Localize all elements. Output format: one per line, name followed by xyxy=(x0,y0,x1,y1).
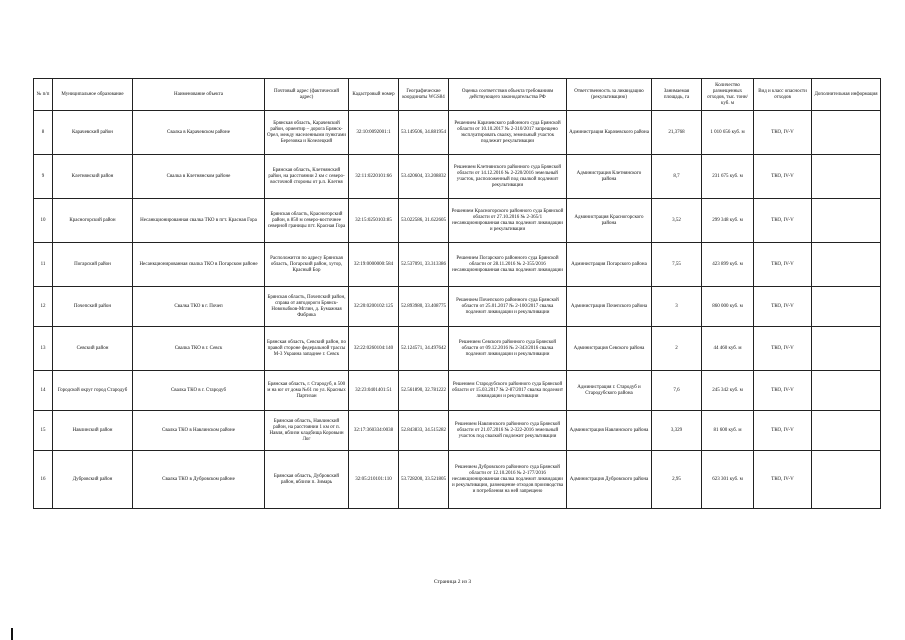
coordinates-cell: 53.420604, 33.208832 xyxy=(399,155,449,199)
additional-info-cell xyxy=(812,199,881,243)
row-number: 13 xyxy=(34,327,53,371)
waste-class-cell: ТКО, IV-V xyxy=(754,111,812,155)
cadastral-number-cell: 32:23:0401401:51 xyxy=(349,371,399,411)
responsible-party-cell: Администрация Погарского района xyxy=(567,243,652,287)
additional-info-cell xyxy=(812,243,881,287)
municipality-cell: Городской округ город Стародуб xyxy=(53,371,133,411)
waste-amount-cell: 81 600 куб. м xyxy=(702,411,754,451)
cadastral-number-cell: 32:20:0200102:125 xyxy=(349,287,399,327)
cadastral-number-cell: 32:22:0260104:140 xyxy=(349,327,399,371)
address-cell: Брянская область, г. Стародуб, в 500 м на юг от дома №61 по ул. Красных Партизан xyxy=(265,371,349,411)
waste-amount-cell: 299 348 куб. м xyxy=(702,199,754,243)
additional-info-cell xyxy=(812,327,881,371)
coordinates-cell: 52.843833, 34.515282 xyxy=(399,411,449,451)
address-cell: Брянская область, Навлинский район, на расстоянии 1 км от п. Навля, вблизи кладбища Коровьин Лог xyxy=(265,411,349,451)
additional-info-cell xyxy=(812,451,881,509)
municipality-cell: Красногорский район xyxy=(53,199,133,243)
waste-class-cell: ТКО, IV-V xyxy=(754,155,812,199)
waste-amount-cell: 623 301 куб. м xyxy=(702,451,754,509)
area-cell: 3,52 xyxy=(652,199,702,243)
area-cell: 2,95 xyxy=(652,451,702,509)
municipality-cell: Севский район xyxy=(53,327,133,371)
area-cell: 3,329 xyxy=(652,411,702,451)
cadastral-number-cell: 32:05:210101:110 xyxy=(349,451,399,509)
address-cell: Брянская область, Севский район, по правой стороне федеральной трассы М-3 Украина западнее г. Севск xyxy=(265,327,349,371)
waste-class-cell: ТКО, IV-V xyxy=(754,451,812,509)
column-header: Дополнительная информация xyxy=(812,79,881,111)
row-number: 16 xyxy=(34,451,53,509)
table-row xyxy=(34,451,881,509)
table-row xyxy=(34,287,881,327)
waste-class-cell: ТКО, IV-V xyxy=(754,411,812,451)
scan-edge-mark xyxy=(11,628,13,640)
area-cell: 21,3768 xyxy=(652,111,702,155)
table-row xyxy=(34,411,881,451)
responsible-party-cell: Администрация Навлинского района xyxy=(567,411,652,451)
waste-amount-cell: 1 010 656 куб. м xyxy=(702,111,754,155)
column-header: Почтовый адрес (фактический адрес) xyxy=(265,79,349,111)
responsible-party-cell: Администрация г. Стародуб и Стародубского района xyxy=(567,371,652,411)
object-name-cell: Несанкционированная свалка ТКО в пгт. Красная Гора xyxy=(133,199,265,243)
coordinates-cell: 52.537091, 33.313386 xyxy=(399,243,449,287)
object-name-cell: Свалка ТКО в г. Севск xyxy=(133,327,265,371)
waste-amount-cell: 423 899 куб. м xyxy=(702,243,754,287)
row-number: 11 xyxy=(34,243,53,287)
compliance-cell: Решением Стародубского районного суда Брянской области от 15.03.2017 № 2-87/2017 свалка подлежит ликвидации и рекультивации xyxy=(449,371,567,411)
municipality-cell: Погарский район xyxy=(53,243,133,287)
additional-info-cell xyxy=(812,287,881,327)
waste-class-cell: ТКО, IV-V xyxy=(754,371,812,411)
compliance-cell: Решением Клетнянского районного суда Брянской области от 14.12.2016 № 2-220/2016 земельный участок, расположенный под свалкой подлежит рекультивации xyxy=(449,155,567,199)
additional-info-cell xyxy=(812,155,881,199)
row-number: 15 xyxy=(34,411,53,451)
municipality-cell: Карачевский район xyxy=(53,111,133,155)
column-header: Занимаемая площадь, га xyxy=(652,79,702,111)
compliance-cell: Решением Почепского районного суда Брянской области от 25.01.2017 № 2-100/2017 свалка подлежит ликвидации и рекультивации xyxy=(449,287,567,327)
address-cell: Брянская область, Клетнянский район, на расстоянии 2 км с северо-восточной стороны от р.п. Клетня xyxy=(265,155,349,199)
compliance-cell: Решением Дубровского районного суда Брянской области от 12.10.2016 № 2-177/2016 несанкционированная свалка подлежит ликвидации и рекультивации, размещение отходов производства и потребления на ней запрещено xyxy=(449,451,567,509)
column-header: Ответственность за ликвидацию (рекультивацию) xyxy=(567,79,652,111)
column-header: Количество размещенных отходов, тыс. тонн/куб. м xyxy=(702,79,754,111)
row-number: 9 xyxy=(34,155,53,199)
column-header: Оценка соответствия объекта требованиям действующего законодательства РФ xyxy=(449,79,567,111)
waste-class-cell: ТКО, IV-V xyxy=(754,287,812,327)
row-number: 8 xyxy=(34,111,53,155)
municipality-cell: Навлинский район xyxy=(53,411,133,451)
responsible-party-cell: Администрация Севского района xyxy=(567,327,652,371)
coordinates-cell: 53.022586, 31.622605 xyxy=(399,199,449,243)
coordinates-cell: 52.893980, 33.408775 xyxy=(399,287,449,327)
area-cell: 2 xyxy=(652,327,702,371)
responsible-party-cell: Администрация Карачевского района xyxy=(567,111,652,155)
cadastral-number-cell: 32:19:0000000:584 xyxy=(349,243,399,287)
coordinates-cell: 53.728200, 33.521805 xyxy=(399,451,449,509)
column-header: Кадастровый номер xyxy=(349,79,399,111)
waste-amount-cell: 245 342 куб. м xyxy=(702,371,754,411)
compliance-cell: Решением Карачевского районного суда Брянской области от 10.10.2017 № 2-310/2017 запрещено эксплуатировать свалку, земельный участок подлежит рекультивации xyxy=(449,111,567,155)
object-name-cell: Свалка в Клетнянском районе xyxy=(133,155,265,199)
table-header xyxy=(34,79,881,111)
compliance-cell: Решением Красногорского районного суда Брянской области от 27.10.2016 № 2-365/1 несанкционированная свалка подлежит ликвидации и рекультивации xyxy=(449,199,567,243)
municipality-cell: Клетнянский район xyxy=(53,155,133,199)
column-header: Географические координаты WGS84 xyxy=(399,79,449,111)
responsible-party-cell: Администрация Почепского района xyxy=(567,287,652,327)
column-header: Вид и класс опасности отходов xyxy=(754,79,812,111)
object-name-cell: Свалка ТКО в Навлинском районе xyxy=(133,411,265,451)
waste-class-cell: ТКО, IV-V xyxy=(754,199,812,243)
object-name-cell: Свалка ТКО в г. Почеп xyxy=(133,287,265,327)
landfill-registry-table xyxy=(33,78,881,509)
table-row xyxy=(34,243,881,287)
additional-info-cell xyxy=(812,111,881,155)
table-row xyxy=(34,327,881,371)
column-header: Наименование объекта xyxy=(133,79,265,111)
waste-class-cell: ТКО, IV-V xyxy=(754,327,812,371)
table-row xyxy=(34,199,881,243)
object-name-cell: Свалка ТКО в Дубровском районе xyxy=(133,451,265,509)
cadastral-number-cell: 32:11:0220101:66 xyxy=(349,155,399,199)
responsible-party-cell: Администрация Клетнянского района xyxy=(567,155,652,199)
object-name-cell: Несанкционированная свалка ТКО в Погарском районе xyxy=(133,243,265,287)
additional-info-cell xyxy=(812,411,881,451)
waste-class-cell: ТКО, IV-V xyxy=(754,243,812,287)
object-name-cell: Свалка в Карачевском районе xyxy=(133,111,265,155)
responsible-party-cell: Администрация Дубровского района xyxy=(567,451,652,509)
area-cell: 3 xyxy=(652,287,702,327)
address-cell: Расположится по адресу Брянская область, Погарский район, хутор, Красный Бор xyxy=(265,243,349,287)
column-header: Муниципальное образование xyxy=(53,79,133,111)
cadastral-number-cell: 32:10:0092001:1 xyxy=(349,111,399,155)
area-cell: 7,6 xyxy=(652,371,702,411)
compliance-cell: Решением Навлинского районного суда Брянской области от 21.07.2016 № 2-322-2016 земельный участок под свалкой подлежит рекультивации xyxy=(449,411,567,451)
municipality-cell: Почепский район xyxy=(53,287,133,327)
table-body xyxy=(34,111,881,509)
table-row xyxy=(34,371,881,411)
header-row xyxy=(34,79,881,111)
address-cell: Брянская область, Дубровский район, вблизи п. Зимарь xyxy=(265,451,349,509)
coordinates-cell: 52.561890, 32.781222 xyxy=(399,371,449,411)
cadastral-number-cell: 32:17:360334:0038 xyxy=(349,411,399,451)
row-number: 12 xyxy=(34,287,53,327)
cadastral-number-cell: 32:15:0250103:85 xyxy=(349,199,399,243)
column-header: № п/п xyxy=(34,79,53,111)
table-row xyxy=(34,155,881,199)
page-number: Страница 2 из 3 xyxy=(433,579,472,585)
waste-amount-cell: 860 000 куб. м xyxy=(702,287,754,327)
compliance-cell: Решением Севского районного суда Брянской области от 09.12.2016 № 2-343/2016 свалка подлежит ликвидации и рекультивации xyxy=(449,327,567,371)
object-name-cell: Свалка ТКО в г. Стародуб xyxy=(133,371,265,411)
row-number: 10 xyxy=(34,199,53,243)
municipality-cell: Дубровский район xyxy=(53,451,133,509)
additional-info-cell xyxy=(812,371,881,411)
address-cell: Брянская область, Карачевский район, ориентир – дорога Брянск-Орел, между населенными пунктами Березовка и Козелецкий xyxy=(265,111,349,155)
table-row xyxy=(34,111,881,155)
waste-amount-cell: 231 675 куб. м xyxy=(702,155,754,199)
coordinates-cell: 52.124571, 34.497642 xyxy=(399,327,449,371)
area-cell: 7,55 xyxy=(652,243,702,287)
coordinates-cell: 53.149506, 34.881954 xyxy=(399,111,449,155)
responsible-party-cell: Администрация Красногорского района xyxy=(567,199,652,243)
waste-amount-cell: 44 460 куб. м xyxy=(702,327,754,371)
row-number: 14 xyxy=(34,371,53,411)
address-cell: Брянская область, Почепский район, справа от автодороги Брянск-Новозыбков-Мглин, д. Бумажная Фабрика xyxy=(265,287,349,327)
compliance-cell: Решением Погарского районного суда Брянской области от 28.11.2016 № 2-355/2016 несанкционированная свалка подлежит ликвидации xyxy=(449,243,567,287)
address-cell: Брянская область, Красногорский район, в 850 м северо-восточнее северной границы пгт. Красная Гора xyxy=(265,199,349,243)
area-cell: 8,7 xyxy=(652,155,702,199)
